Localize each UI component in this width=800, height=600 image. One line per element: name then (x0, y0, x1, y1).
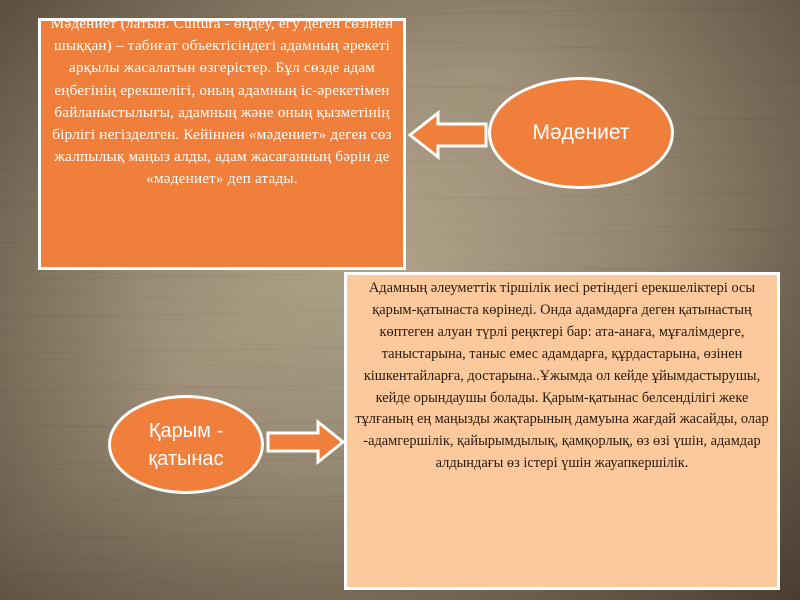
communication-box (344, 272, 780, 590)
madeniet-node (488, 77, 674, 189)
arrow-right-icon (266, 420, 346, 464)
definition-box (38, 15, 406, 270)
madeniet-label: Мәдениет (532, 121, 630, 144)
qarym-label: Қарым - қатынас (148, 419, 224, 470)
qarym-node (108, 395, 264, 494)
definition-text: Мәдениет (латын. Cultura - өңдеу, егу деген сөзінен шыққан) – табиғат объектісіндегі адамның әрекеті арқылы жасалатын өзгерістер. Бұл сөзде адам еңбегінің ерекшелігі, оның адамның іс-әрекетімен байланыстылығы, адамның және оның қызметінің бірлігі негізделген. Кейіннен «мәдениет» деген сөз жалпылық маңыз алды, адам жасағанның бәрін де «мәдениет» деп атады. (50, 15, 394, 188)
communication-text: Адамның әлеуметтік тіршілік иесі ретіндегі ерекшеліктері осы қарым-қатынаста көрінеді. Онда адамдарға деген қатынастың көптеген алуан түрлі реңктері бар: ата-анаға, мұғалімдерге, таныстарына, таныс емес адамдарға, құрдастарына, өзінен кішкентайларға, достарына..Ұжымда ол кейде ұйымдастырушы, кейде орындаушы болады. Қарым-қатынас белсенділігі жеке тұлғаның ең маңызды жақтарының дамуына жағдай жасайды, олар -адамгершілік, қайырымдылық, қамқорлық, өз өзі үшін, адамдар алдындағы өз істері үшін жауапкершілік. (355, 280, 769, 472)
arrow-left-icon (408, 110, 488, 160)
